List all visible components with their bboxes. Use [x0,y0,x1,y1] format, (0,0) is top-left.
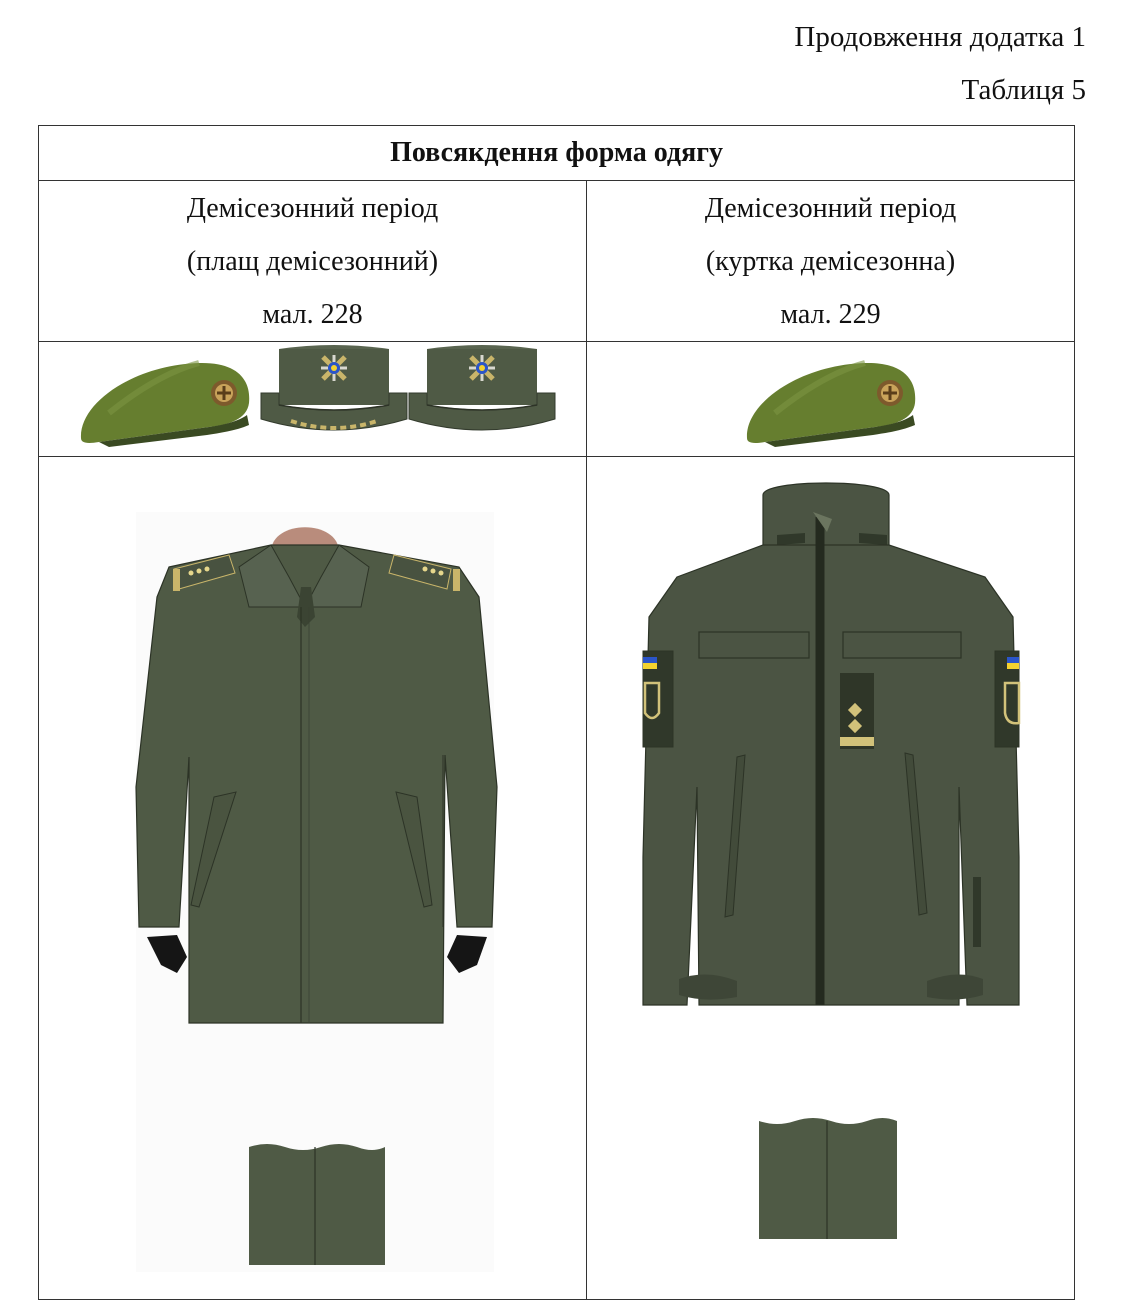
headwear-cell-raincoat [39,342,587,457]
period-label: Демісезонний період [186,193,439,224]
service-cap-icon [409,345,555,430]
jacket-icon [643,483,1019,1005]
table-number-label: Таблиця 5 [961,74,1086,106]
table-title: Повсякдення форма одягу [39,126,1075,181]
column-header-raincoat [39,181,587,342]
period-label: Демісезонний період [704,193,957,224]
figure-label: мал. 229 [780,299,881,330]
uniform-table [38,125,1075,1300]
beret-icon [81,363,249,447]
item-label: (куртка демісезонна) [705,246,956,277]
headwear-row [587,343,1073,455]
raincoat-icon [136,527,497,1023]
jacket-figure [587,457,1073,1297]
headwear-row [39,343,585,455]
beret-icon [747,363,915,447]
figure-cell-jacket [587,457,1075,1300]
service-cap-icon [261,345,407,430]
figure-label: мал. 228 [262,299,363,330]
figure-cell-raincoat [39,457,587,1300]
item-label: (плащ демісезонний) [186,246,439,277]
raincoat-figure [39,457,585,1297]
column-header-jacket [587,181,1075,342]
headwear-cell-jacket [587,342,1075,457]
trousers-cuff-icon [249,1144,385,1265]
trousers-cuff-icon [759,1118,897,1239]
continuation-label: Продовження додатка 1 [794,21,1086,53]
